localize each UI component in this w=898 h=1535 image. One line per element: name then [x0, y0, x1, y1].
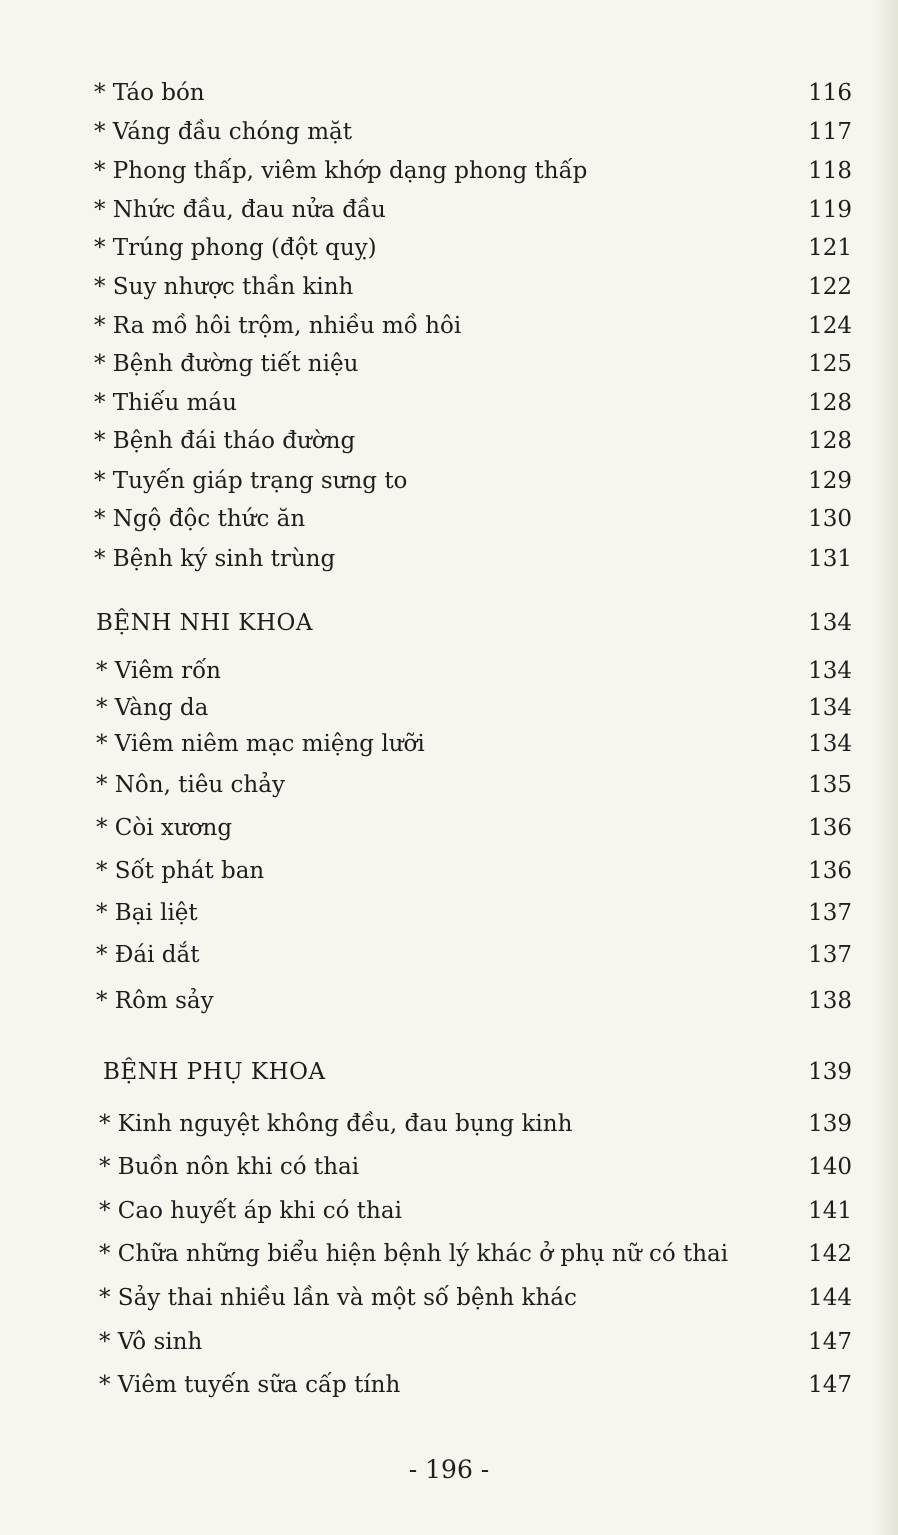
entry-page: 147	[808, 1372, 852, 1398]
entry-page: 129	[808, 468, 852, 494]
toc-entry	[0, 192, 898, 228]
entry-title: * Suy nhược thần kinh	[94, 274, 354, 300]
toc-entry	[0, 501, 898, 537]
entry-title: * Váng đầu chóng mặt	[94, 119, 352, 145]
toc-entry	[0, 230, 898, 266]
entry-title: * Trúng phong (đột quỵ)	[94, 235, 377, 261]
entry-page: 141	[808, 1198, 852, 1224]
section-heading-pediatrics	[0, 605, 898, 641]
entry-title: * Ra mồ hôi trộm, nhiều mồ hôi	[94, 313, 462, 339]
entry-page: 137	[808, 900, 852, 926]
toc-entry	[0, 153, 898, 189]
section-title: BỆNH NHI KHOA	[96, 610, 313, 636]
toc-entry	[0, 385, 898, 421]
entry-page: 140	[808, 1154, 852, 1180]
entry-page: 139	[808, 1059, 852, 1085]
entry-title: * Táo bón	[94, 80, 205, 106]
entry-title: * Viêm rốn	[96, 658, 221, 684]
entry-page: 135	[808, 772, 852, 798]
entry-title: * Bệnh ký sinh trùng	[94, 546, 336, 572]
toc-entry	[0, 1193, 898, 1229]
entry-title: * Kinh nguyệt không đều, đau bụng kinh	[99, 1111, 573, 1137]
entry-page: 117	[808, 119, 852, 145]
entry-title: * Cao huyết áp khi có thai	[99, 1198, 402, 1224]
entry-title: * Bại liệt	[96, 900, 198, 926]
toc-entry	[0, 1280, 898, 1316]
toc-entry	[0, 895, 898, 931]
entry-page: 128	[808, 390, 852, 416]
entry-page: 137	[808, 942, 852, 968]
entry-title: * Buồn nôn khi có thai	[99, 1154, 360, 1180]
toc-entry	[0, 1149, 898, 1185]
entry-title: * Chữa những biểu hiện bệnh lý khác ở phụ nữ có thai	[99, 1241, 729, 1267]
entry-title: * Thiếu máu	[94, 390, 237, 416]
entry-page: 134	[808, 610, 852, 636]
entry-page: 124	[808, 313, 852, 339]
entry-page: 136	[808, 815, 852, 841]
toc-entry	[0, 269, 898, 305]
entry-page: 131	[808, 546, 852, 572]
entry-title: * Viêm niêm mạc miệng lưỡi	[96, 731, 425, 757]
toc-entry	[0, 308, 898, 344]
entry-title: * Nhức đầu, đau nửa đầu	[94, 197, 386, 223]
toc-entry	[0, 346, 898, 382]
entry-page: 128	[808, 428, 852, 454]
entry-title: * Vàng da	[96, 695, 209, 721]
entry-title: * Bệnh đái tháo đường	[94, 428, 356, 454]
page-edge-shadow	[874, 0, 898, 1535]
toc-entry	[0, 1236, 898, 1272]
toc-entry	[0, 541, 898, 577]
entry-page: 130	[808, 506, 852, 532]
entry-title: * Sốt phát ban	[96, 858, 265, 884]
entry-page: 147	[808, 1329, 852, 1355]
entry-page: 134	[808, 731, 852, 757]
entry-title: * Ngộ độc thức ăn	[94, 506, 306, 532]
entry-title: * Sảy thai nhiều lần và một số bệnh khác	[99, 1285, 577, 1311]
entry-title: * Đái dắt	[96, 942, 200, 968]
toc-entry	[0, 810, 898, 846]
toc-entry	[0, 75, 898, 111]
entry-page: 118	[808, 158, 852, 184]
entry-page: 125	[808, 351, 852, 377]
entry-page: 134	[808, 695, 852, 721]
section-title: BỆNH PHỤ KHOA	[103, 1059, 326, 1085]
entry-title: * Viêm tuyến sữa cấp tính	[99, 1372, 401, 1398]
entry-title: * Nôn, tiêu chảy	[96, 772, 285, 798]
entry-page: 144	[808, 1285, 852, 1311]
toc-entry	[0, 1106, 898, 1142]
entry-page: 134	[808, 658, 852, 684]
toc-entry	[0, 463, 898, 499]
toc-entry	[0, 423, 898, 459]
toc-entry	[0, 937, 898, 973]
toc-entry	[0, 983, 898, 1019]
toc-entry	[0, 690, 898, 726]
entry-title: * Tuyến giáp trạng sưng to	[94, 468, 408, 494]
entry-page: 142	[808, 1241, 852, 1267]
entry-title: * Còi xương	[96, 815, 233, 841]
entry-page: 122	[808, 274, 852, 300]
entry-page: 121	[808, 235, 852, 261]
entry-title: * Bệnh đường tiết niệu	[94, 351, 359, 377]
section-heading-gynecology	[0, 1054, 898, 1090]
entry-title: * Phong thấp, viêm khớp dạng phong thấp	[94, 158, 588, 184]
toc-entry	[0, 767, 898, 803]
entry-page: 138	[808, 988, 852, 1014]
toc-entry	[0, 653, 898, 689]
entry-title: * Vô sinh	[99, 1329, 203, 1355]
entry-title: * Rôm sảy	[96, 988, 214, 1014]
toc-entry	[0, 1367, 898, 1403]
entry-page: 116	[808, 80, 852, 106]
toc-entry	[0, 853, 898, 889]
toc-entry	[0, 114, 898, 150]
page-number-footer: - 196 -	[408, 1455, 490, 1484]
entry-page: 139	[808, 1111, 852, 1137]
entry-page: 119	[808, 197, 852, 223]
entry-page: 136	[808, 858, 852, 884]
toc-entry	[0, 1324, 898, 1360]
toc-entry	[0, 726, 898, 762]
